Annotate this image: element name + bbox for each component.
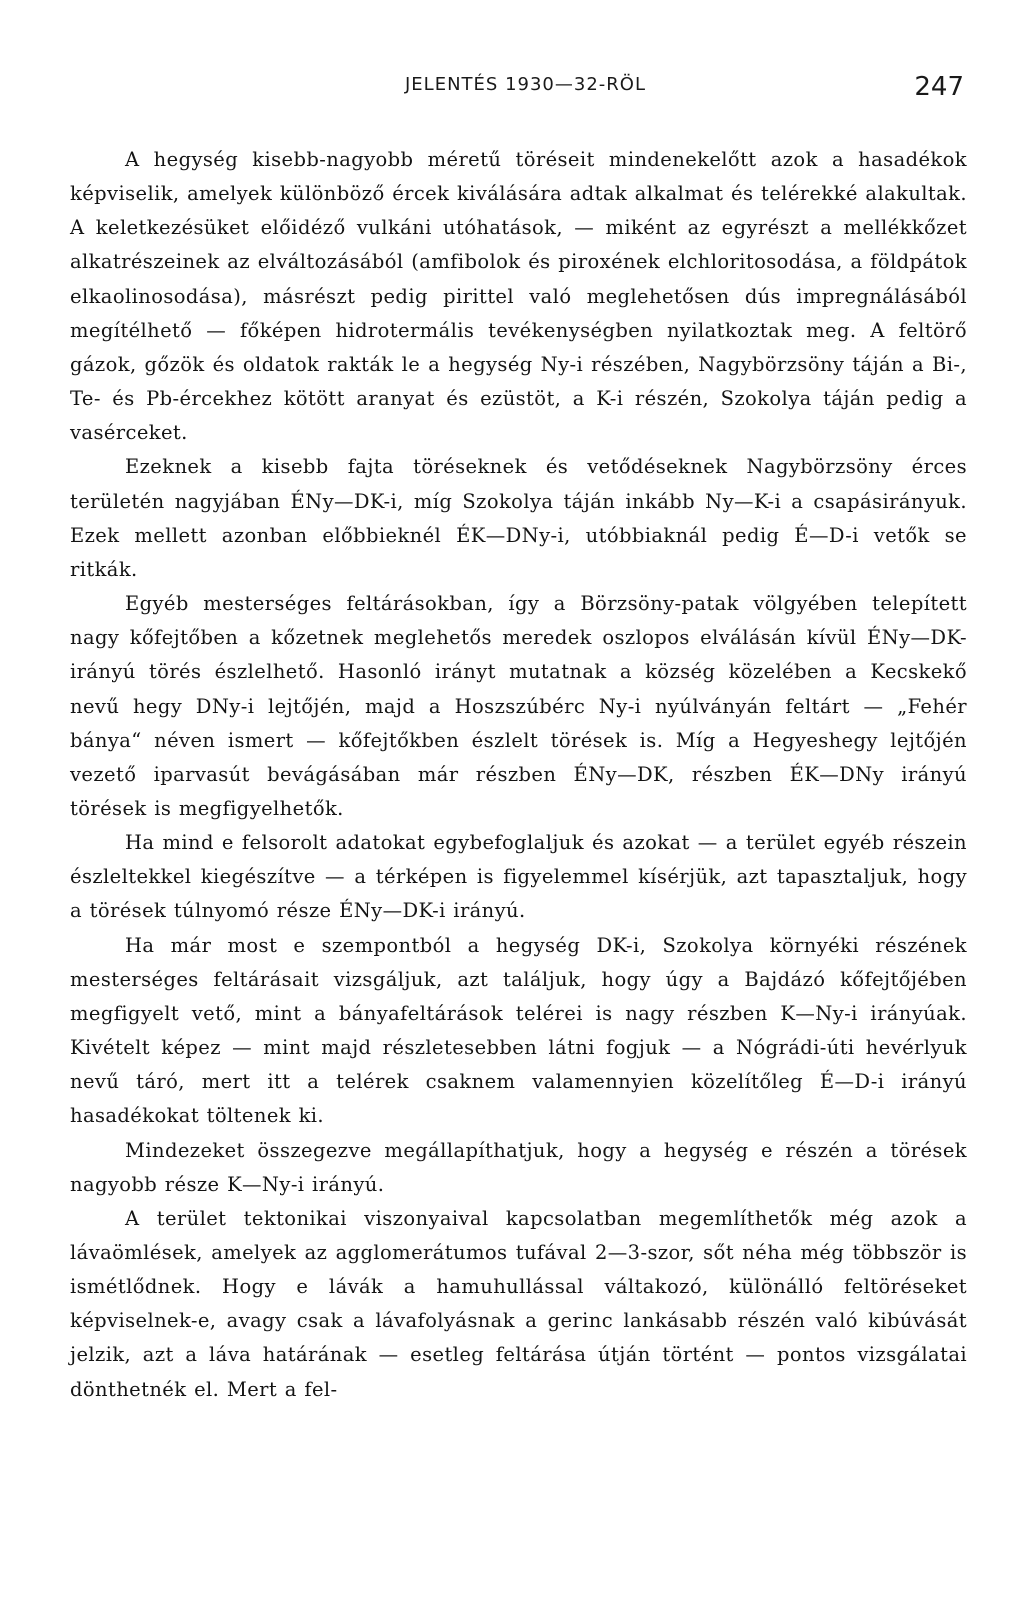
paragraph: Mindezeket összegezve megállapíthatjuk, hogy a hegység e részén a törések nagyobb része K—Ny-i irányú.	[70, 1138, 967, 1196]
body-text	[70, 143, 967, 1407]
paragraph: Ha mind e felsorolt adatokat egybefoglaljuk és azokat — a terület egyéb részein észleltekkel kiegészítve — a térképen is figyelemmel kísérjük, azt tapasztaljuk, hogy a törések túlnyomó része ÉNy—DK-i irányú.	[70, 831, 967, 923]
paragraph: A hegység kisebb-nagyobb méretű töréseit mindenekelőtt azok a hasadékok képviselik, amelyek különböző ércek kiválására adtak alkalmat és telérekké alakultak. A keletkezésüket előidéző vulkáni utóhatások, — miként az egyrészt a mellékkőzet alkatrészeinek az elváltozásából (amfibolok és piroxének elchloritosodása, a földpátok elkaolinosodása), másrészt pedig pirittel való meglehetősen dús impregnálásából megítélhető — főképen hidrotermális tevékenységben nyilatkoztak meg. A feltörő gázok, gőzök és oldatok rakták le a hegység Ny-i részében, Nagybörzsöny táján a Bi-, Te- és Pb-ércekhez kötött aranyat és ezüstöt, a K-i részén, Szokolya táján pedig a vasérceket.	[70, 148, 967, 445]
running-title: JELENTÉS 1930—32-RÖL	[405, 74, 646, 95]
page-number: 247	[914, 72, 964, 102]
paragraph: Ha már most e szempontból a hegység DK-i, Szokolya környéki részének mesterséges feltárásait vizsgáljuk, azt találjuk, hogy úgy a Bajdázó kőfejtőjében megfigyelt vető, mint a bányafeltárások telérei is nagy részben K—Ny-i irányúak. Kivételt képez — mint majd részletesebben látni fogjuk — a Nógrádi-úti hevérlyuk nevű táró, mert itt a telérek csaknem valamennyien közelítőleg É—D-i irányú hasadékokat töltenek ki.	[70, 933, 967, 1128]
paragraph: Ezeknek a kisebb fajta töréseknek és vetődéseknek Nagybörzsöny érces területén nagyjában ÉNy—DK-i, míg Szokolya táján inkább Ny—K-i a csapásirányuk. Ezek mellett azonban előbbieknél ÉK—DNy-i, utóbbiaknál pedig É—D-i vetők se ritkák.	[70, 455, 967, 581]
paragraph: A terület tektonikai viszonyaival kapcsolatban megemlíthetők még azok a lávaömlések, amelyek az agglomerátumos tufával 2—3-szor, sőt néha még többször is ismétlődnek. Hogy e lávák a hamuhullással váltakozó, különálló feltöréseket képviselnek-e, avagy csak a lávafolyásnak a gerinc lankásabb részén való kibúvását jelzik, azt a láva határának — esetleg feltárása útján történt — pontos vizsgálatai dönthetnék el. Mert a fel-	[70, 1206, 967, 1401]
paragraph: Egyéb mesterséges feltárásokban, így a Börzsöny-patak völgyében telepített nagy kőfejtőben a kőzetnek meglehetős meredek oszlopos elválásán kívül ÉNy—DK-irányú törés észlelhető. Hasonló irányt mutatnak a község közelében a Kecskekő nevű hegy DNy-i lejtőjén, majd a Hoszszúbérc Ny-i nyúlványán feltárt — „Fehér bánya“ néven ismert — kőfejtőkben észlelt törések is. Míg a Hegyeshegy lejtőjén vezető iparvasút bevágásában már részben ÉNy—DK, részben ÉK—DNy irányú törések is megfigyelhetők.	[70, 592, 967, 820]
